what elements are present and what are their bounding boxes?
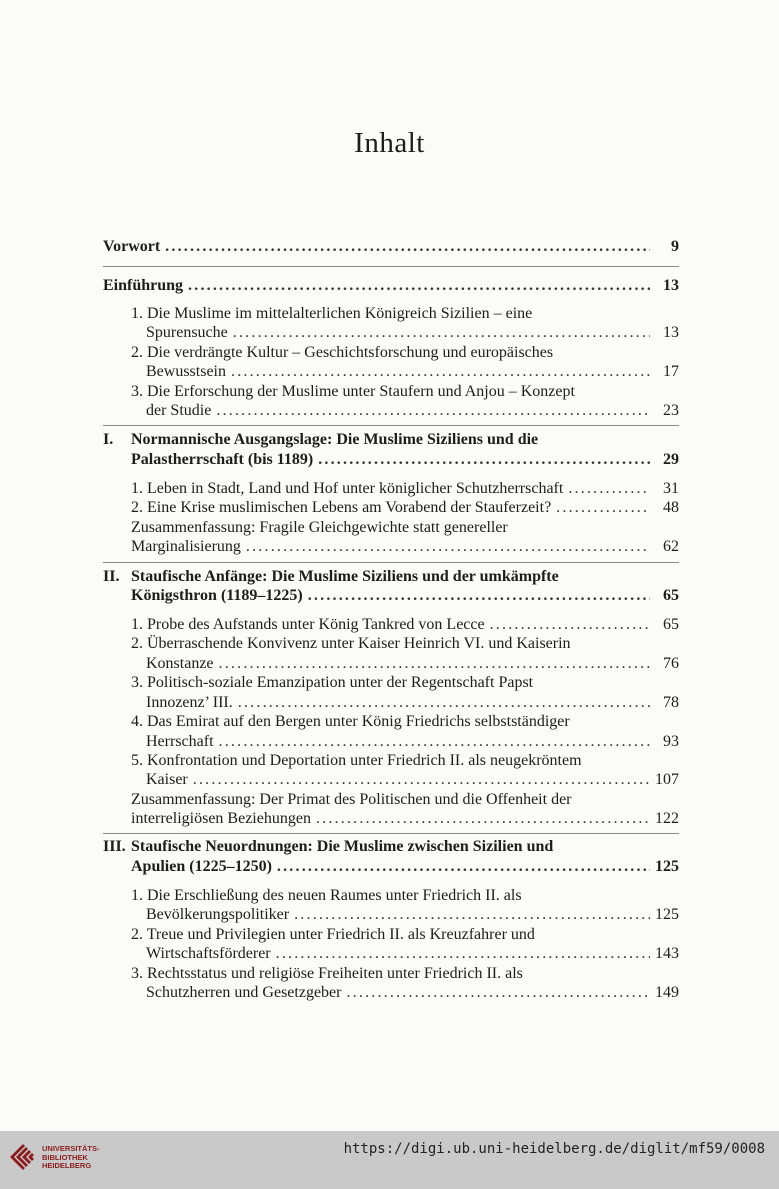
toc-entry-text: 2. Eine Krise muslimischen Lebens am Vorabend der Stauferzeit? <box>131 499 552 516</box>
toc-subentry-line <box>131 635 571 655</box>
toc-entry-text: Herrschaft <box>146 733 214 750</box>
leader-dots <box>568 480 650 498</box>
toc-subentry[interactable] <box>131 480 679 500</box>
toc-entry-text: 2. Die verdrängte Kultur – Geschichtsforschung und europäisches <box>131 344 554 361</box>
leader-dots <box>233 324 650 342</box>
toc-page-number: 48 <box>663 499 679 516</box>
leader-dots <box>193 771 650 789</box>
toc-page-number: 23 <box>663 402 679 419</box>
toc-entry-text: Palastherrschaft (bis 1189) <box>131 451 314 468</box>
toc-entry-text: 3. Rechtsstatus und religiöse Freiheiten unter Friedrich II. als <box>131 965 523 982</box>
toc-subentry[interactable] <box>131 499 679 519</box>
toc-page-number: 143 <box>655 945 679 962</box>
toc-subentry-line <box>131 344 553 364</box>
toc-page-number: 149 <box>655 984 679 1001</box>
chapter-number: III. <box>103 838 126 855</box>
toc-entry-text: Einführung <box>103 277 184 294</box>
leader-dots <box>318 451 650 469</box>
toc-page-number: 31 <box>663 480 679 497</box>
chapter-title-line <box>131 568 559 588</box>
toc-chapter-1[interactable] <box>131 451 679 471</box>
toc-subentry-line <box>131 887 522 907</box>
toc-entry-text: 5. Konfrontation und Deportation unter Friedrich II. als neugekröntem <box>131 752 582 769</box>
logo-line: UNIVERSITÄTS- <box>42 1144 100 1153</box>
toc-entry-text: 3. Die Erforschung der Muslime unter Staufern und Anjou – Konzept <box>131 383 575 400</box>
leader-dots <box>277 858 650 876</box>
leader-dots <box>294 906 650 924</box>
leader-dots <box>276 945 650 963</box>
toc-page-number: 107 <box>655 771 679 788</box>
toc-entry-text: Innozenz’ III. <box>146 694 233 711</box>
toc-subentry[interactable] <box>131 810 679 830</box>
leader-dots <box>308 587 650 605</box>
toc-entry-text: Apulien (1225–1250) <box>131 858 272 875</box>
toc-entry-text: Schutzherren und Gesetzgeber <box>146 984 342 1001</box>
leader-dots <box>165 238 650 256</box>
page-title: Inhalt <box>354 127 425 159</box>
chapter-title-line <box>131 838 553 858</box>
toc-entry-text: Zusammenfassung: Fragile Gleichgewichte statt genereller <box>131 519 508 536</box>
toc-subentry-line <box>131 965 523 985</box>
toc-subentry-line <box>131 519 508 539</box>
logo-line: BIBLIOTHEK <box>42 1152 88 1162</box>
chapter-title-line <box>131 431 538 451</box>
toc-page-number: 125 <box>655 906 679 923</box>
toc-page-number: 17 <box>663 363 679 380</box>
toc-page-number: 65 <box>663 616 679 633</box>
chapter-number: I. <box>103 431 114 448</box>
toc-entry-text: Konstanze <box>146 655 214 672</box>
logo-line: HEIDELBERG <box>42 1161 92 1170</box>
chapter-number: II. <box>103 568 120 585</box>
toc-subentry[interactable] <box>146 771 679 791</box>
toc-entry-text: Kaiser <box>146 771 188 788</box>
divider <box>103 562 679 563</box>
toc-page-number: 122 <box>655 810 679 827</box>
leader-dots <box>188 277 650 295</box>
toc-entry-text: 1. Leben in Stadt, Land und Hof unter königlicher Schutzherrschaft <box>131 480 564 497</box>
toc-subentry[interactable] <box>146 906 679 926</box>
toc-subentry-line <box>131 713 570 733</box>
toc-entry-text: Marginalisierung <box>131 538 241 555</box>
toc-entry-text: Bewusstsein <box>146 363 226 380</box>
toc-entry-text: Normannische Ausgangslage: Die Muslime Siziliens und die <box>131 431 539 448</box>
toc-entry-vorwort[interactable] <box>103 238 679 258</box>
toc-subentry[interactable] <box>146 694 679 714</box>
leader-dots <box>556 499 650 517</box>
toc-entry-text: 3. Politisch-soziale Emanzipation unter der Regentschaft Papst <box>131 674 534 691</box>
leader-dots <box>216 402 650 420</box>
toc-chapter-2[interactable] <box>131 587 679 607</box>
toc-entry-text: Staufische Anfänge: Die Muslime Siziliens und der umkämpfte <box>131 568 559 585</box>
toc-page-number: 125 <box>655 858 679 875</box>
toc-subentry[interactable] <box>146 655 679 675</box>
toc-subentry[interactable] <box>131 616 679 636</box>
toc-subentry[interactable] <box>146 402 679 422</box>
toc-entry-text: 4. Das Emirat auf den Bergen unter König Friedrichs selbstständiger <box>131 713 570 730</box>
toc-entry-text: Wirtschaftsförderer <box>146 945 271 962</box>
toc-subentry[interactable] <box>131 538 679 558</box>
toc-entry-text: interreligiösen Beziehungen <box>131 810 311 827</box>
leader-dots <box>231 363 650 381</box>
divider <box>103 266 679 267</box>
toc-entry-text: 2. Treue und Privilegien unter Friedrich II. als Kreuzfahrer und <box>131 926 535 943</box>
toc-subentry-line <box>131 305 532 325</box>
leader-dots <box>316 810 650 828</box>
toc-subentry[interactable] <box>146 324 679 344</box>
toc-page-number: 9 <box>671 238 679 255</box>
toc-entry-text: Spurensuche <box>146 324 228 341</box>
toc-entry-text: 1. Die Muslime im mittelalterlichen Königreich Sizilien – eine <box>131 305 533 322</box>
divider <box>103 425 679 426</box>
leader-dots <box>246 538 650 556</box>
library-logo-icon <box>8 1142 38 1172</box>
toc-subentry[interactable] <box>146 984 679 1004</box>
toc-page-number: 13 <box>663 277 679 294</box>
toc-entry-text: 1. Die Erschließung des neuen Raumes unter Friedrich II. als <box>131 887 522 904</box>
toc-page-number: 93 <box>663 733 679 750</box>
toc-entry-text: Königsthron (1189–1225) <box>131 587 303 604</box>
toc-entry-text: der Studie <box>146 402 212 419</box>
source-url-link[interactable]: https://digi.ub.uni-heidelberg.de/diglit/mf59/0008 <box>343 1141 765 1157</box>
toc-subentry[interactable] <box>146 363 679 383</box>
toc-subentry-line <box>131 791 572 811</box>
toc-subentry-line <box>131 383 575 403</box>
toc-subentry[interactable] <box>146 945 679 965</box>
toc-entry-text: 2. Überraschende Konvivenz unter Kaiser Heinrich VI. und Kaiserin <box>131 635 571 652</box>
leader-dots <box>490 616 650 634</box>
toc-entry-einfuehrung[interactable] <box>103 277 679 297</box>
library-logo-text <box>42 1145 100 1171</box>
toc-page-number: 13 <box>663 324 679 341</box>
leader-dots <box>346 984 650 1002</box>
toc-page-number: 78 <box>663 694 679 711</box>
toc-subentry-line <box>131 926 535 946</box>
toc-subentry-line <box>131 752 582 772</box>
toc-page-number: 65 <box>663 587 679 604</box>
divider <box>103 833 679 834</box>
toc-entry-text: Vorwort <box>103 238 161 255</box>
toc-page-number: 62 <box>663 538 679 555</box>
toc-subentry[interactable] <box>146 733 679 753</box>
toc-page-number: 29 <box>663 451 679 468</box>
leader-dots <box>219 655 650 673</box>
leader-dots <box>219 733 650 751</box>
toc-entry-text: Zusammenfassung: Der Primat des Politischen und die Offenheit der <box>131 791 572 808</box>
footer-bar <box>0 1131 779 1189</box>
toc-entry-text: 1. Probe des Aufstands unter König Tankred von Lecce <box>131 616 485 633</box>
toc-entry-text: Staufische Neuordnungen: Die Muslime zwischen Sizilien und <box>131 838 554 855</box>
toc-chapter-3[interactable] <box>131 858 679 878</box>
toc-subentry-line <box>131 674 533 694</box>
toc-page-number: 76 <box>663 655 679 672</box>
toc-entry-text: Bevölkerungspolitiker <box>146 906 290 923</box>
leader-dots <box>238 694 650 712</box>
